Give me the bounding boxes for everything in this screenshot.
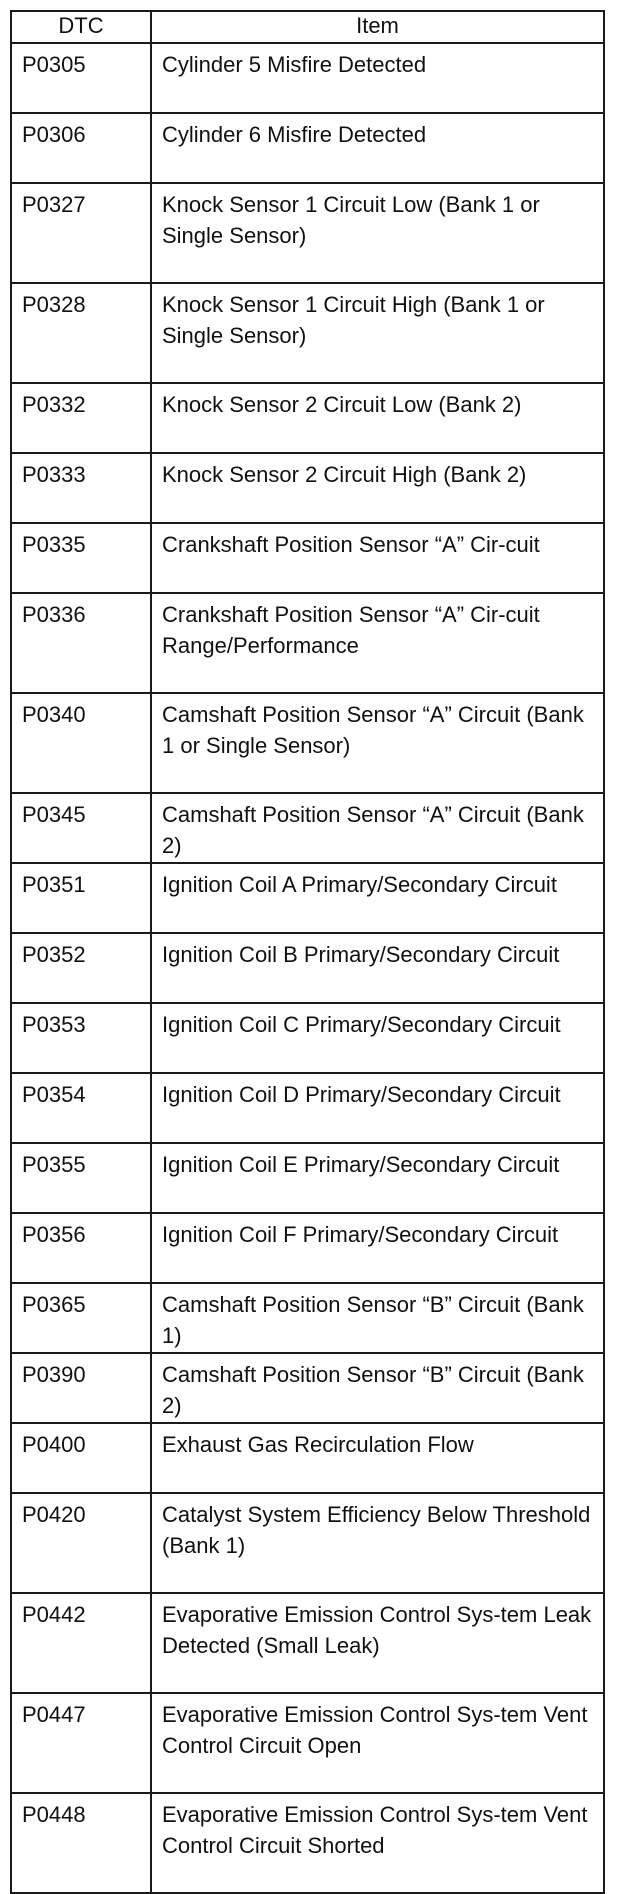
dtc-item: Knock Sensor 2 Circuit Low (Bank 2) — [151, 383, 604, 453]
table-row — [11, 1213, 604, 1283]
dtc-item: Ignition Coil D Primary/Secondary Circuit — [151, 1073, 604, 1143]
table-row — [11, 933, 604, 1003]
table-row — [11, 523, 604, 593]
table-row — [11, 453, 604, 523]
dtc-code: P0328 — [11, 283, 151, 383]
dtc-item: Knock Sensor 2 Circuit High (Bank 2) — [151, 453, 604, 523]
dtc-code: P0420 — [11, 1493, 151, 1593]
table-row — [11, 793, 604, 863]
dtc-code: P0447 — [11, 1693, 151, 1793]
table-row — [11, 43, 604, 113]
dtc-item: Camshaft Position Sensor “B” Circuit (Bank 2) — [151, 1353, 604, 1423]
dtc-code: P0335 — [11, 523, 151, 593]
table-row — [11, 1693, 604, 1793]
dtc-code: P0352 — [11, 933, 151, 1003]
dtc-item: Evaporative Emission Control Sys-tem Leak Detected (Small Leak) — [151, 1593, 604, 1693]
dtc-code: P0355 — [11, 1143, 151, 1213]
dtc-item: Crankshaft Position Sensor “A” Cir-cuit Range/Performance — [151, 593, 604, 693]
header-item: Item — [151, 11, 604, 43]
header-dtc: DTC — [11, 11, 151, 43]
dtc-code: P0351 — [11, 863, 151, 933]
dtc-item: Camshaft Position Sensor “A” Circuit (Bank 1 or Single Sensor) — [151, 693, 604, 793]
dtc-table — [10, 10, 605, 1894]
dtc-item: Ignition Coil A Primary/Secondary Circuit — [151, 863, 604, 933]
table-row — [11, 183, 604, 283]
dtc-code: P0365 — [11, 1283, 151, 1353]
dtc-item: Camshaft Position Sensor “A” Circuit (Bank 2) — [151, 793, 604, 863]
dtc-item: Ignition Coil C Primary/Secondary Circuit — [151, 1003, 604, 1073]
table-header-row — [11, 11, 604, 43]
table-row — [11, 1143, 604, 1213]
table-row — [11, 693, 604, 793]
dtc-item: Camshaft Position Sensor “B” Circuit (Bank 1) — [151, 1283, 604, 1353]
dtc-item: Exhaust Gas Recirculation Flow — [151, 1423, 604, 1493]
table-row — [11, 383, 604, 453]
dtc-item: Cylinder 5 Misfire Detected — [151, 43, 604, 113]
dtc-item: Knock Sensor 1 Circuit Low (Bank 1 or Single Sensor) — [151, 183, 604, 283]
dtc-item: Crankshaft Position Sensor “A” Cir-cuit — [151, 523, 604, 593]
table-row — [11, 1593, 604, 1693]
dtc-code: P0333 — [11, 453, 151, 523]
dtc-item: Ignition Coil E Primary/Secondary Circuit — [151, 1143, 604, 1213]
dtc-code: P0390 — [11, 1353, 151, 1423]
dtc-code: P0356 — [11, 1213, 151, 1283]
dtc-code: P0306 — [11, 113, 151, 183]
table-row — [11, 1003, 604, 1073]
dtc-code: P0332 — [11, 383, 151, 453]
dtc-code: P0448 — [11, 1793, 151, 1893]
dtc-code: P0327 — [11, 183, 151, 283]
dtc-code: P0354 — [11, 1073, 151, 1143]
table-row — [11, 1073, 604, 1143]
table-row — [11, 283, 604, 383]
table-row — [11, 593, 604, 693]
dtc-code: P0345 — [11, 793, 151, 863]
dtc-item: Ignition Coil F Primary/Secondary Circuit — [151, 1213, 604, 1283]
dtc-code: P0400 — [11, 1423, 151, 1493]
table-row — [11, 113, 604, 183]
table-row — [11, 1353, 604, 1423]
dtc-item: Ignition Coil B Primary/Secondary Circuit — [151, 933, 604, 1003]
dtc-code: P0305 — [11, 43, 151, 113]
dtc-code: P0340 — [11, 693, 151, 793]
table-row — [11, 1493, 604, 1593]
dtc-item: Knock Sensor 1 Circuit High (Bank 1 or Single Sensor) — [151, 283, 604, 383]
dtc-item: Evaporative Emission Control Sys-tem Vent Control Circuit Open — [151, 1693, 604, 1793]
dtc-code: P0353 — [11, 1003, 151, 1073]
dtc-item: Catalyst System Efficiency Below Threshold (Bank 1) — [151, 1493, 604, 1593]
dtc-code: P0442 — [11, 1593, 151, 1693]
dtc-item: Evaporative Emission Control Sys-tem Vent Control Circuit Shorted — [151, 1793, 604, 1893]
table-row — [11, 863, 604, 933]
table-row — [11, 1793, 604, 1893]
table-row — [11, 1423, 604, 1493]
dtc-item: Cylinder 6 Misfire Detected — [151, 113, 604, 183]
table-row — [11, 1283, 604, 1353]
dtc-code: P0336 — [11, 593, 151, 693]
